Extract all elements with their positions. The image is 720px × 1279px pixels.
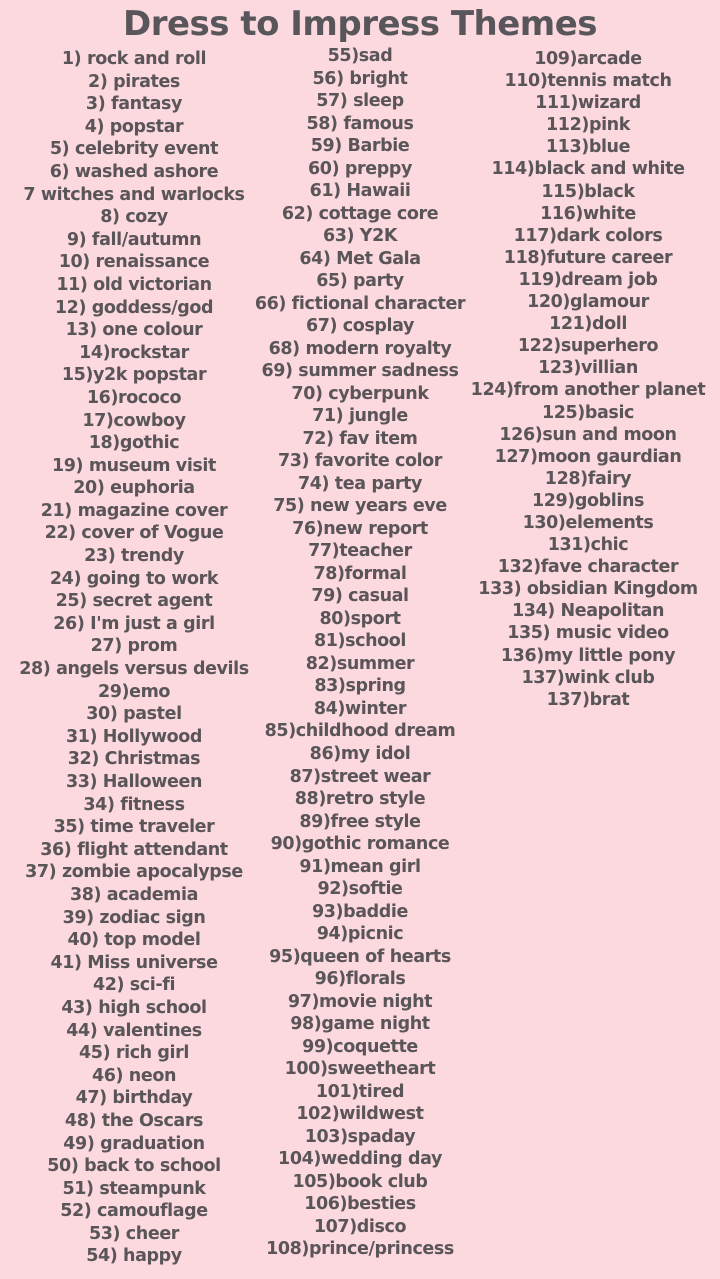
theme-item: 25) secret agent bbox=[55, 591, 213, 612]
theme-item: 67) cosplay bbox=[305, 316, 415, 337]
theme-item: 104)wedding day bbox=[278, 1149, 442, 1170]
theme-item: 71) jungle bbox=[312, 406, 408, 427]
theme-item: 4) popstar bbox=[84, 116, 184, 137]
page-title: Dress to Impress Themes bbox=[122, 4, 598, 44]
theme-item: 78)formal bbox=[313, 563, 407, 584]
theme-item: 29)emo bbox=[97, 681, 171, 702]
theme-item: 128)fairy bbox=[544, 468, 632, 489]
theme-item: 91)mean girl bbox=[299, 856, 421, 877]
theme-item: 62) cottage core bbox=[281, 203, 439, 224]
theme-item: 7 witches and warlocks bbox=[23, 184, 245, 205]
theme-item: 127)moon gaurdian bbox=[494, 446, 682, 467]
theme-item: 137)wink club bbox=[521, 667, 655, 688]
theme-item: 26) I'm just a girl bbox=[53, 613, 215, 634]
theme-item: 85)childhood dream bbox=[264, 721, 456, 742]
theme-item: 35) time traveler bbox=[53, 817, 215, 838]
theme-item: 58) famous bbox=[306, 113, 414, 134]
theme-item: 114)black and white bbox=[491, 159, 685, 180]
theme-item: 102)wildwest bbox=[296, 1104, 424, 1125]
theme-item: 68) modern royalty bbox=[268, 338, 452, 359]
theme-item: 70) cyberpunk bbox=[291, 383, 429, 404]
theme-item: 14)rockstar bbox=[79, 342, 189, 363]
theme-item: 10) renaissance bbox=[58, 252, 210, 273]
theme-item: 31) Hollywood bbox=[65, 726, 203, 747]
theme-item: 73) favorite color bbox=[277, 451, 443, 472]
theme-item: 131)chic bbox=[547, 535, 629, 556]
theme-item: 81)school bbox=[313, 631, 407, 652]
theme-item: 130)elements bbox=[522, 512, 654, 533]
theme-item: 50) back to school bbox=[47, 1156, 221, 1177]
theme-item: 54) happy bbox=[86, 1246, 182, 1267]
theme-item: 34) fitness bbox=[83, 794, 185, 815]
theme-item: 103)spaday bbox=[304, 1126, 416, 1147]
theme-item: 99)coquette bbox=[302, 1036, 418, 1057]
theme-item: 72) fav item bbox=[302, 428, 418, 449]
theme-item: 56) bright bbox=[312, 68, 408, 89]
theme-item: 15)y2k popstar bbox=[61, 365, 207, 386]
theme-item: 94)picnic bbox=[316, 924, 404, 945]
theme-item: 90)gothic romance bbox=[270, 834, 450, 855]
theme-item: 9) fall/autumn bbox=[66, 229, 202, 250]
theme-item: 37) zombie apocalypse bbox=[25, 862, 243, 883]
theme-item: 22) cover of Vogue bbox=[44, 523, 224, 544]
theme-item: 119)dream job bbox=[518, 269, 658, 290]
theme-item: 88)retro style bbox=[294, 789, 426, 810]
theme-item: 21) magazine cover bbox=[40, 500, 228, 521]
theme-item: 93)baddie bbox=[311, 901, 408, 922]
theme-item: 83)spring bbox=[314, 676, 406, 697]
theme-item: 17)cowboy bbox=[82, 410, 186, 431]
theme-item: 23) trendy bbox=[84, 546, 184, 567]
theme-item: 24) going to work bbox=[49, 568, 219, 589]
theme-item: 112)pink bbox=[546, 115, 630, 136]
theme-item: 86)my idol bbox=[309, 743, 411, 764]
theme-item: 6) washed ashore bbox=[49, 161, 219, 182]
theme-item: 89)free style bbox=[299, 811, 421, 832]
theme-item: 125)basic bbox=[541, 402, 635, 423]
theme-item: 74) tea party bbox=[297, 473, 423, 494]
theme-item: 38) academia bbox=[69, 884, 199, 905]
theme-item: 120)glamour bbox=[527, 292, 649, 313]
theme-item: 111)wizard bbox=[535, 93, 641, 114]
theme-item: 3) fantasy bbox=[85, 94, 183, 115]
theme-item: 97)movie night bbox=[287, 991, 433, 1012]
theme-item: 43) high school bbox=[61, 997, 207, 1018]
theme-item: 16)rococo bbox=[86, 387, 182, 408]
theme-item: 107)disco bbox=[313, 1216, 407, 1237]
theme-item: 27) prom bbox=[90, 636, 178, 657]
theme-item: 126)sun and moon bbox=[499, 424, 677, 445]
theme-item: 134) Neapolitan bbox=[511, 601, 665, 622]
theme-column-1 bbox=[0, 48, 268, 1268]
theme-item: 105)book club bbox=[292, 1171, 428, 1192]
theme-item: 46) neon bbox=[91, 1065, 177, 1086]
theme-item: 5) celebrity event bbox=[49, 139, 219, 160]
theme-item: 36) flight attendant bbox=[40, 839, 228, 860]
theme-item: 137)brat bbox=[546, 689, 630, 710]
theme-item: 118)future career bbox=[503, 247, 673, 268]
theme-item: 87)street wear bbox=[289, 766, 431, 787]
theme-item: 96)florals bbox=[314, 969, 406, 990]
theme-item: 53) cheer bbox=[88, 1223, 180, 1244]
theme-item: 59) Barbie bbox=[310, 136, 410, 157]
theme-item: 92)softie bbox=[317, 879, 403, 900]
theme-item: 40) top model bbox=[67, 930, 201, 951]
theme-item: 65) party bbox=[316, 271, 404, 292]
theme-item: 49) graduation bbox=[63, 1133, 205, 1154]
theme-item: 13) one colour bbox=[65, 320, 203, 341]
theme-item: 69) summer sadness bbox=[261, 361, 459, 382]
theme-item: 115)black bbox=[541, 181, 635, 202]
theme-item: 63) Y2K bbox=[322, 226, 398, 247]
theme-item: 33) Halloween bbox=[65, 772, 203, 792]
theme-item: 61) Hawaii bbox=[309, 181, 411, 202]
theme-item: 66) fictional character bbox=[254, 293, 466, 314]
theme-item: 123)villian bbox=[538, 358, 638, 379]
theme-item: 82)summer bbox=[305, 653, 415, 674]
theme-item: 132)fave character bbox=[497, 557, 679, 578]
theme-item: 110)tennis match bbox=[504, 71, 672, 92]
theme-item: 39) zodiac sign bbox=[62, 907, 206, 928]
theme-item: 8) cozy bbox=[100, 207, 168, 228]
theme-item: 64) Met Gala bbox=[299, 248, 421, 269]
theme-item: 98)game night bbox=[290, 1014, 430, 1035]
theme-item: 11) old victorian bbox=[56, 274, 212, 295]
theme-item: 51) steampunk bbox=[62, 1178, 206, 1199]
theme-item: 121)doll bbox=[549, 314, 627, 335]
theme-item: 135) music video bbox=[507, 623, 669, 644]
theme-item: 18)gothic bbox=[88, 433, 180, 454]
theme-item: 109)arcade bbox=[534, 49, 642, 69]
theme-item: 129)goblins bbox=[531, 490, 645, 511]
theme-item: 32) Christmas bbox=[67, 749, 201, 770]
theme-item: 84)winter bbox=[313, 698, 407, 719]
theme-item: 122)superhero bbox=[517, 336, 659, 357]
theme-item: 12) goddess/god bbox=[54, 297, 214, 318]
theme-item: 60) preppy bbox=[308, 158, 412, 179]
theme-item: 80)sport bbox=[319, 608, 401, 629]
theme-item: 117)dark colors bbox=[513, 225, 663, 246]
theme-item: 116)white bbox=[540, 203, 636, 224]
theme-item: 48) the Oscars bbox=[64, 1110, 204, 1131]
theme-item: 124)from another planet bbox=[470, 380, 706, 401]
theme-item: 52) camouflage bbox=[60, 1201, 208, 1222]
theme-item: 42) sci-fi bbox=[92, 975, 176, 996]
theme-item: 30) pastel bbox=[86, 704, 182, 725]
theme-item: 113)blue bbox=[545, 137, 631, 158]
theme-item: 136)my little pony bbox=[500, 645, 676, 666]
theme-item: 100)sweetheart bbox=[284, 1059, 436, 1080]
theme-item: 44) valentines bbox=[66, 1020, 202, 1041]
theme-item: 1) rock and roll bbox=[61, 49, 207, 69]
theme-item: 19) museum visit bbox=[52, 455, 216, 476]
theme-item: 108)prince/princess bbox=[266, 1239, 454, 1260]
theme-item: 106)besties bbox=[304, 1194, 416, 1215]
theme-item: 77)teacher bbox=[308, 541, 412, 562]
theme-item: 20) euphoria bbox=[73, 478, 195, 499]
theme-column-2 bbox=[236, 45, 484, 1261]
theme-item: 41) Miss universe bbox=[50, 952, 218, 973]
theme-item: 57) sleep bbox=[316, 91, 404, 112]
theme-item: 95)queen of hearts bbox=[269, 946, 451, 967]
theme-item: 133) obsidian Kingdom bbox=[478, 579, 698, 600]
theme-item: 2) pirates bbox=[88, 71, 180, 92]
theme-item: 47) birthday bbox=[75, 1088, 193, 1109]
theme-item: 76)new report bbox=[292, 518, 428, 539]
theme-item: 75) new years eve bbox=[273, 496, 447, 517]
theme-item: 28) angels versus devils bbox=[19, 659, 249, 680]
theme-item: 45) rich girl bbox=[79, 1043, 189, 1064]
theme-item: 79) casual bbox=[311, 586, 409, 607]
theme-item: 101)tired bbox=[315, 1081, 405, 1102]
theme-item: 55)sad bbox=[327, 46, 393, 66]
theme-column-3 bbox=[456, 48, 720, 711]
